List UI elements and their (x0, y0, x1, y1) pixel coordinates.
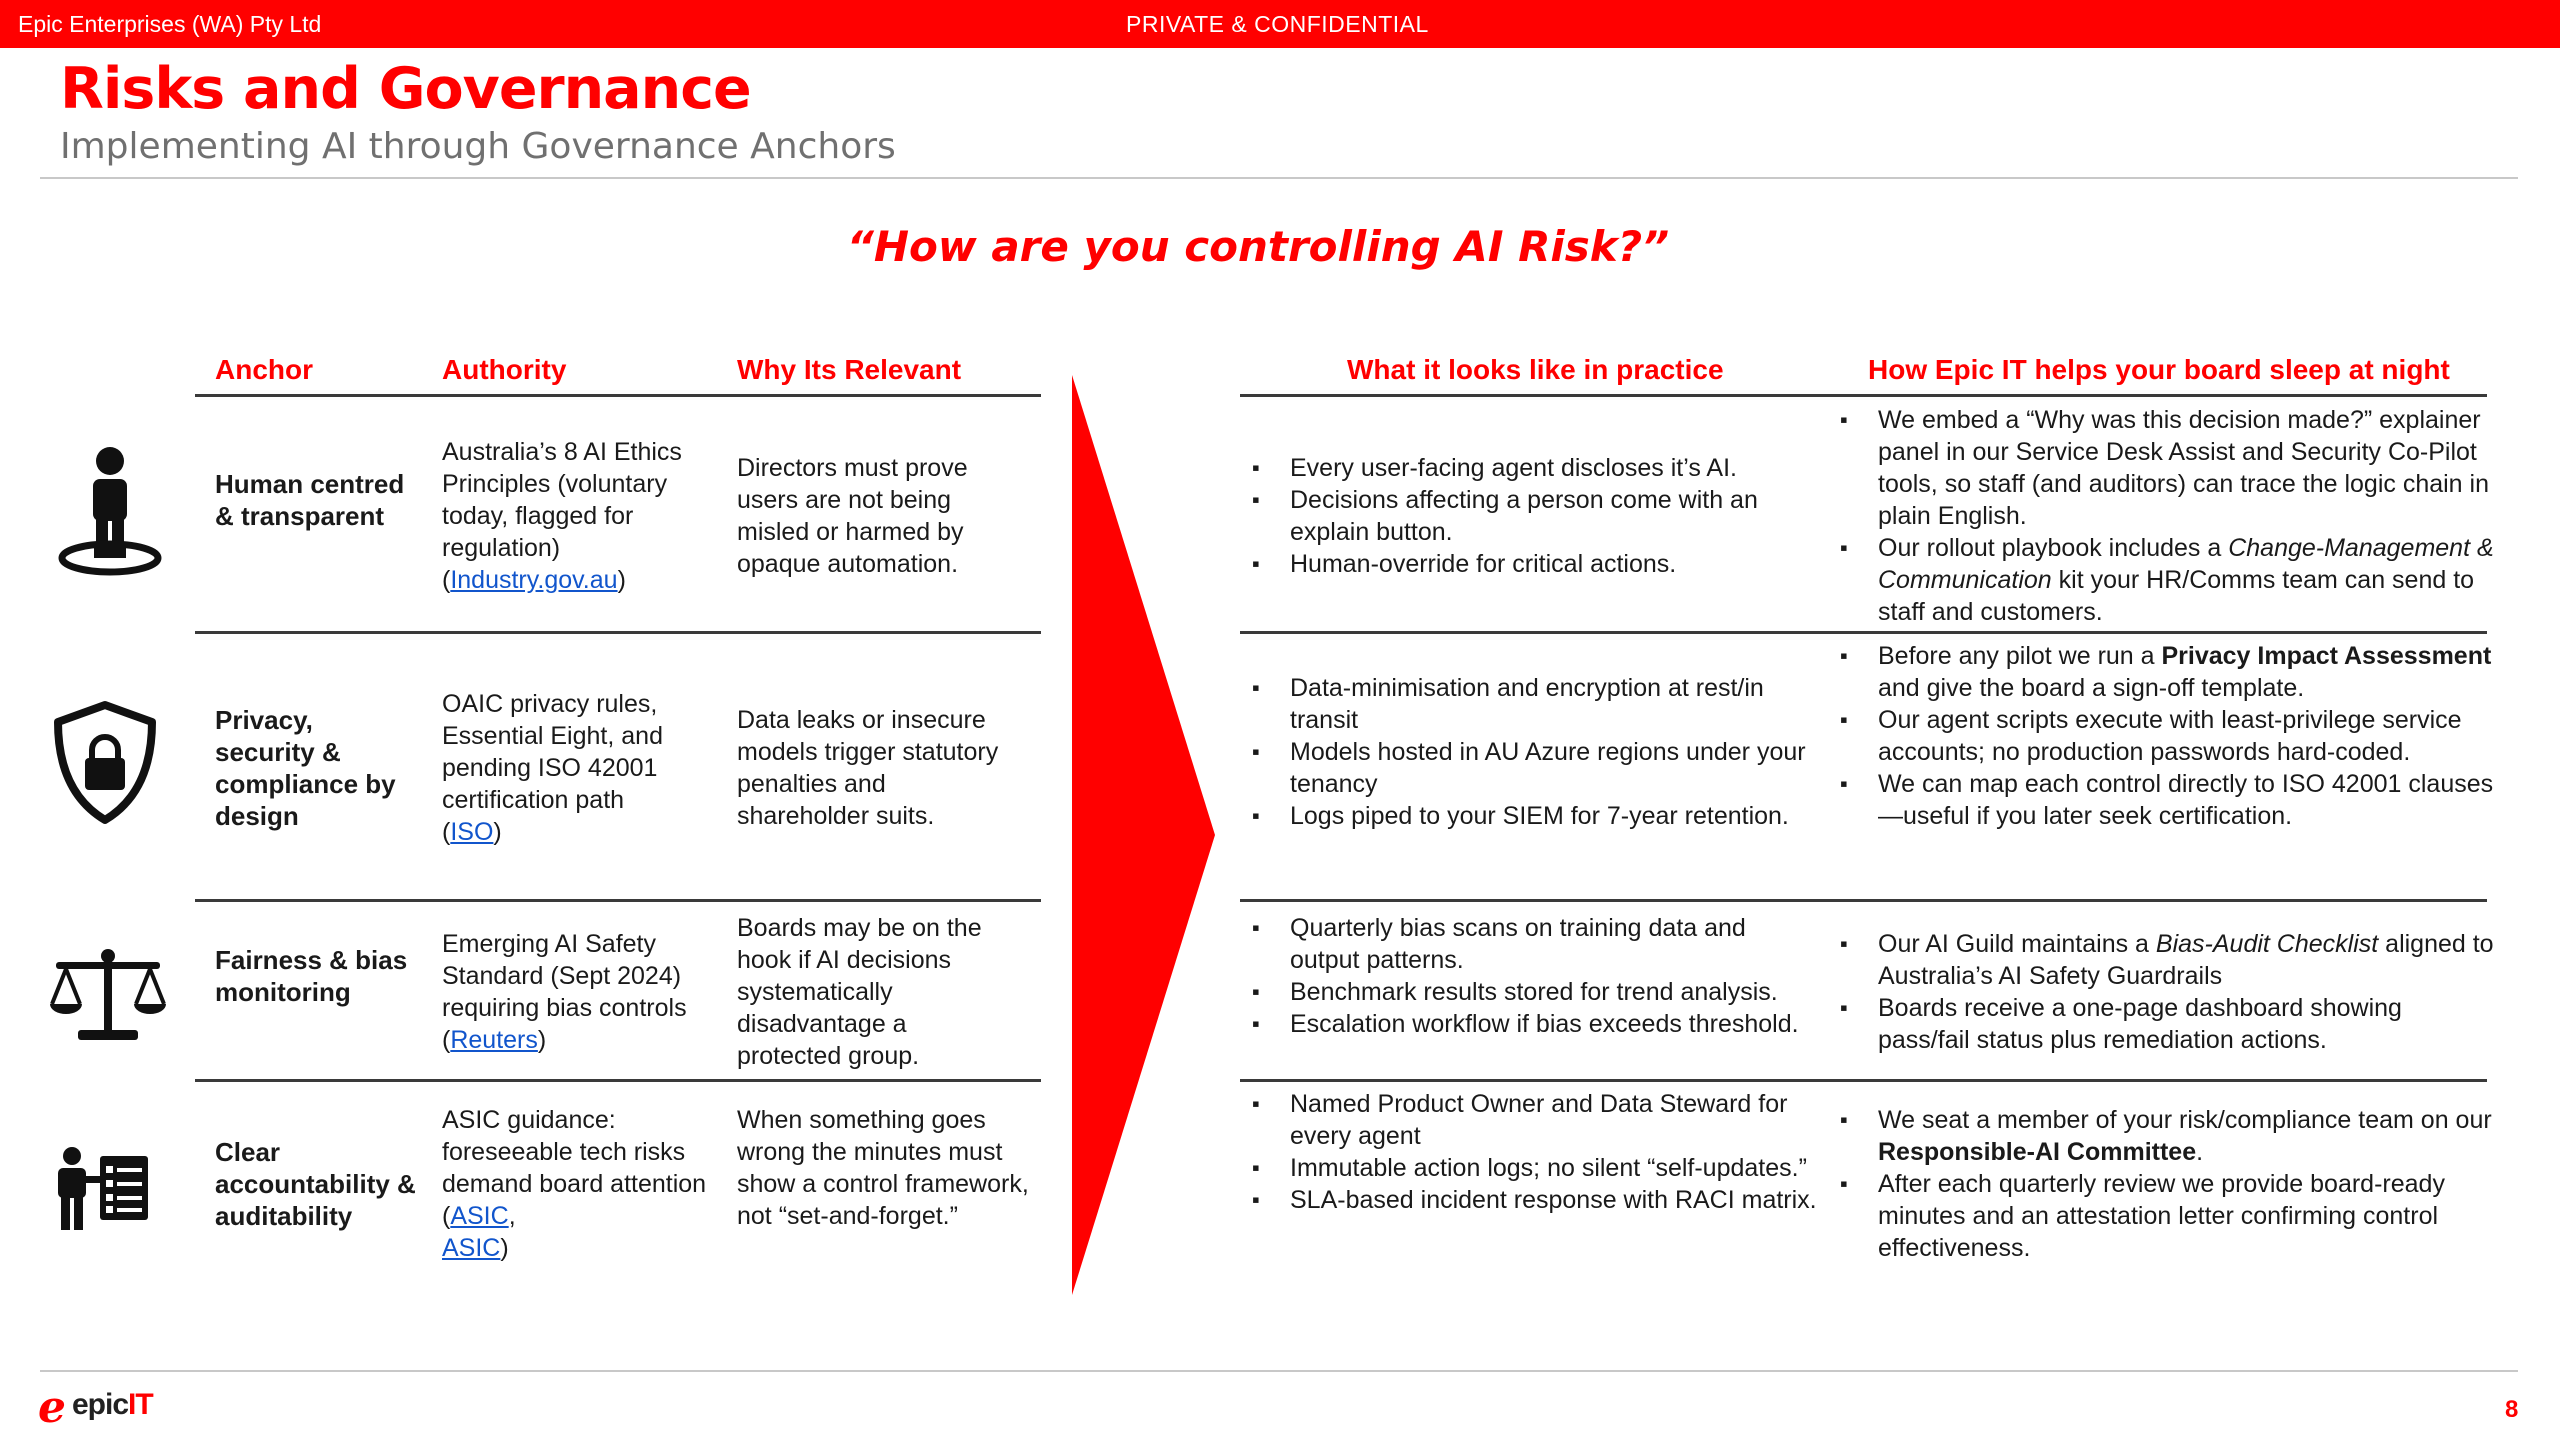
table-rule (195, 1079, 1041, 1082)
why-relevant-cell: Directors must prove users are not being misled or harmed by opaque automation. (737, 454, 968, 578)
top-bar (0, 0, 2560, 48)
list-item: ▪ Logs piped to your SIEM for 7-year retention. (1242, 800, 1822, 832)
list-item: ▪ We embed a “Why was this decision made?” explainer panel in our Service Desk Assist and Security Co-Pilot tools, so staff (and auditors) can trace the logic chain in plain English. (1830, 404, 2495, 532)
table-rule (1240, 394, 2487, 397)
list-item: ▪ Quarterly bias scans on training data and output patterns. (1242, 912, 1822, 976)
list-item: ▪ We seat a member of your risk/compliance team on our Responsible-AI Committee. (1830, 1104, 2495, 1168)
list-item: ▪ Benchmark results stored for trend analysis. (1242, 976, 1822, 1008)
shield-lock-icon (50, 700, 160, 826)
person-icon (58, 446, 162, 578)
col-header-why: Why Its Relevant (737, 354, 962, 385)
authority-link[interactable]: Industry.gov.au (450, 566, 618, 594)
epic-help-list (1830, 1104, 2495, 1264)
epic-help-list (1830, 640, 2495, 832)
authority-link[interactable]: ISO (450, 818, 494, 846)
authority-text: Australia’s 8 AI Ethics Principles (voluntary today, flagged for regulation) (442, 438, 682, 562)
page-number: 8 (2505, 1396, 2519, 1423)
authority-text: ASIC guidance: foreseeable tech risks demand board attention (442, 1106, 707, 1198)
list-item: ▪ We can map each control directly to ISO 42001 clauses—useful if you later seek certification. (1830, 768, 2495, 832)
company-name: Epic Enterprises (WA) Pty Ltd (18, 11, 322, 37)
epicit-logo (38, 1380, 168, 1433)
list-item: ▪ Human-override for critical actions. (1242, 548, 1822, 580)
col-header-authority: Authority (442, 354, 567, 385)
anchor-label: Clear accountability & auditability (215, 1137, 416, 1231)
list-item: ▪ Escalation workflow if bias exceeds threshold. (1242, 1008, 1822, 1040)
title-divider (40, 177, 2518, 179)
table-rule (195, 899, 1041, 902)
table-rule (1240, 899, 2487, 902)
col-header-epic: How Epic IT helps your board sleep at night (1868, 354, 2450, 385)
col-header-anchor: Anchor (215, 354, 313, 385)
list-item: ▪ Decisions affecting a person come with an explain button. (1242, 484, 1822, 548)
scales-icon (48, 946, 168, 1046)
why-relevant-cell: Data leaks or insecure models trigger statutory penalties and shareholder suits. (737, 706, 999, 830)
epic-help-list (1830, 404, 2495, 628)
authority-link[interactable]: Reuters (450, 1026, 538, 1054)
list-item: ▪ Before any pilot we run a Privacy Impact Assessment and give the board a sign-off template. (1830, 640, 2495, 704)
table-rule (1240, 631, 2487, 634)
list-item: ▪ SLA-based incident response with RACI matrix. (1242, 1184, 1822, 1216)
authority-link[interactable]: ASIC (450, 1202, 509, 1230)
list-item: ▪ Our agent scripts execute with least-privilege service accounts; no production passwords hard-coded. (1830, 704, 2495, 768)
logo-wordmark: epicIT (72, 1388, 153, 1421)
list-item: ▪ Boards receive a one-page dashboard showing pass/fail status plus remediation actions. (1830, 992, 2495, 1056)
page-title: Risks and Governance (60, 56, 751, 122)
list-item: ▪ Immutable action logs; no silent “self-updates.” (1242, 1152, 1822, 1184)
authority-cell: Emerging AI Safety Standard (Sept 2024) requiring bias controls (Reuters) (442, 930, 687, 1054)
authority-text: OAIC privacy rules, Essential Eight, and pending ISO 42001 certification path (442, 690, 663, 814)
authority-cell: OAIC privacy rules, Essential Eight, and pending ISO 42001 certification path (ISO) (442, 690, 663, 846)
list-item: ▪ After each quarterly review we provide board-ready minutes and an attestation letter confirming control effectiveness. (1830, 1168, 2495, 1264)
authority-cell: ASIC guidance: foreseeable tech risks demand board attention (ASIC, ASIC) (442, 1106, 707, 1262)
table-rule (195, 394, 1041, 397)
authority-cell: Australia’s 8 AI Ethics Principles (voluntary today, flagged for regulation) (Industry.gov.au) (442, 438, 682, 594)
epic-help-list (1830, 928, 2495, 1056)
practice-list (1242, 1088, 1822, 1216)
authority-link[interactable]: ASIC (442, 1234, 501, 1262)
practice-list (1242, 672, 1822, 832)
authority-text: Emerging AI Safety Standard (Sept 2024) requiring bias controls (442, 930, 687, 1022)
col-header-practice: What it looks like in practice (1347, 354, 1724, 385)
logo-mark: e (38, 1382, 66, 1433)
confidential-label: PRIVATE & CONFIDENTIAL (1126, 11, 1429, 37)
list-item: ▪ Data-minimisation and encryption at rest/in transit (1242, 672, 1822, 736)
why-relevant-cell: Boards may be on the hook if AI decisions systematically disadvantage a protected group. (737, 914, 982, 1070)
practice-list (1242, 452, 1822, 580)
right-arrow-shape (1070, 375, 1220, 1295)
list-item: ▪ Our AI Guild maintains a Bias-Audit Checklist aligned to Australia’s AI Safety Guardrails (1830, 928, 2495, 992)
list-item: ▪ Models hosted in AU Azure regions under your tenancy (1242, 736, 1822, 800)
list-item: ▪ Every user-facing agent discloses it’s AI. (1242, 452, 1822, 484)
anchor-label: Fairness & bias monitoring (215, 945, 408, 1007)
page-subtitle: Implementing AI through Governance Anchors (60, 126, 896, 167)
why-relevant-cell: When something goes wrong the minutes must show a control framework, not “set-and-forget.” (737, 1106, 1029, 1230)
list-item: ▪ Named Product Owner and Data Steward for every agent (1242, 1088, 1822, 1152)
person-checklist-icon (52, 1146, 152, 1234)
list-item: ▪ Our rollout playbook includes a Change-Management & Communication kit your HR/Comms team can send to staff and customers. (1830, 532, 2495, 628)
anchor-label: Human centred & transparent (215, 469, 405, 531)
question-heading: “How are you controlling AI Risk?” (846, 222, 1670, 271)
table-rule (195, 631, 1041, 634)
practice-list (1242, 912, 1822, 1040)
anchor-label: Privacy, security & compliance by design (215, 705, 396, 831)
table-rule (1240, 1079, 2487, 1082)
footer-divider (40, 1370, 2518, 1372)
